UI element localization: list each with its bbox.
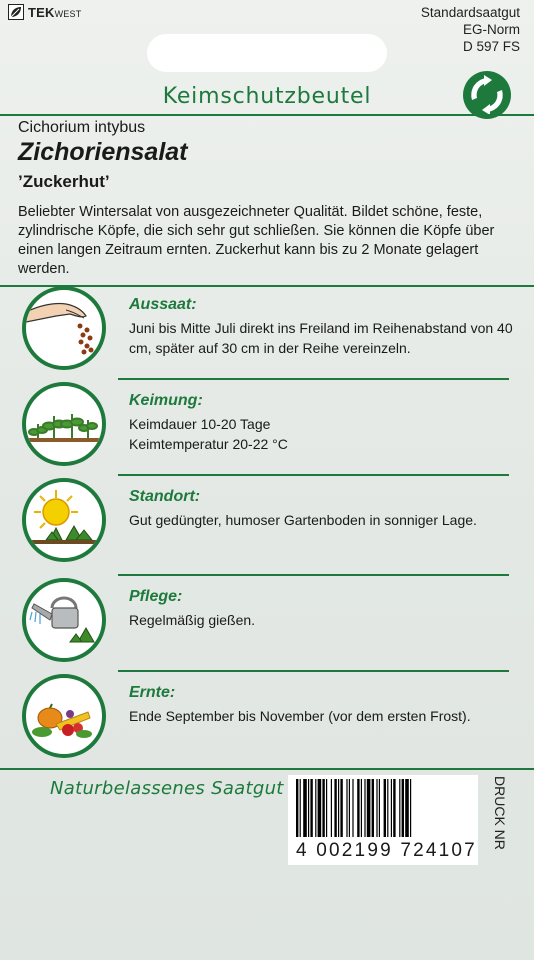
common-name: Zichoriensalat: [18, 138, 188, 166]
barcode-bar: [338, 779, 339, 837]
barcode-bar: [346, 779, 347, 837]
lot-number-field: [147, 34, 387, 72]
barcode-bar: [331, 779, 332, 837]
divider: [0, 114, 534, 116]
section-text: Keimdauer 10-20 Tage Keimtemperatur 20-22 °C: [129, 416, 288, 452]
barcode-bar: [372, 779, 374, 837]
barcode-bar: [340, 779, 342, 837]
barcode-bar: [393, 779, 395, 837]
section-title: Standort:: [129, 488, 201, 505]
section-title: Aussaat:: [129, 296, 197, 313]
brand-logo: [8, 4, 81, 20]
vegetable-harvest-icon: [22, 674, 106, 758]
barcode-bar: [384, 779, 386, 837]
natural-seed-label: Naturbelassenes Saatgut: [50, 778, 284, 799]
watering-can-icon: [22, 578, 106, 662]
barcode-bar: [387, 779, 388, 837]
barcode-bar: [402, 779, 404, 837]
standard-line-2: EG-Norm: [463, 22, 520, 37]
seedlings-icon: [22, 382, 106, 466]
standard-info: [421, 4, 520, 55]
barcode-bar: [308, 779, 309, 837]
barcode-bar: [364, 779, 365, 837]
section-text: Juni bis Mitte Juli direkt ins Freiland im Reihenabstand von 40 cm, später auf 30 cm in der Reihe vereinzeln.: [129, 320, 513, 356]
barcode-number: 4 002199 724107: [296, 840, 477, 861]
section-text: Ende September bis November (vor dem ersten Frost).: [129, 708, 471, 724]
barcode-bar: [326, 779, 327, 837]
section-title: Keimung:: [129, 392, 203, 409]
barcode-bar: [361, 779, 362, 837]
barcode-bar: [318, 779, 322, 837]
variety-name: ’Zuckerhut’: [18, 172, 110, 191]
barcode-bar: [379, 779, 380, 837]
standard-line-3: D 597 FS: [462, 39, 520, 54]
barcode-bar: [315, 779, 316, 837]
hand-sowing-seeds-icon: [22, 286, 106, 370]
barcode-bar: [376, 779, 377, 837]
barcode-bar: [391, 779, 392, 837]
barcode-bar: [296, 779, 298, 837]
section-aussaat: [0, 280, 534, 376]
barcode-bar: [410, 779, 411, 837]
barcode-bar: [349, 779, 350, 837]
barcode-bar: [357, 779, 359, 837]
barcode-bar: [322, 779, 324, 837]
barcode-bar: [399, 779, 400, 837]
logo-main: TEK: [28, 4, 55, 20]
section-keimung: [0, 376, 534, 472]
print-number-label: DRUCK NR: [492, 776, 508, 850]
section-ernte: [0, 668, 534, 764]
description: Beliebter Wintersalat von ausgezeichneter Qualität. Bildet schöne, feste, zylindrische Köpfe, die sich sehr gut schließen. Sie können die Köpfe über einen langen Zeitraum ernten. Zuckerhut kann bis zu 2 Monate gelagert werden.: [18, 204, 495, 277]
barcode-bar: [367, 779, 371, 837]
section-text: Regelmäßig gießen.: [129, 612, 256, 628]
section-title: Pflege:: [129, 588, 183, 605]
barcode-bar: [310, 779, 312, 837]
section-title: Ernte:: [129, 684, 176, 701]
divider: [0, 768, 534, 770]
barcode-bars: [288, 775, 478, 837]
barcode-bar: [303, 779, 307, 837]
section-standort: [0, 472, 534, 568]
latin-name: Cichorium intybus: [18, 119, 146, 136]
barcode-bar: [300, 779, 301, 837]
barcode-bar: [405, 779, 409, 837]
barcode-bar: [352, 779, 353, 837]
keimschutzbeutel-heading: Keimschutzbeutel: [162, 84, 372, 109]
standard-line-1: Standardsaatgut: [420, 5, 520, 20]
leaf-icon: [8, 4, 24, 20]
logo-sub: WEST: [54, 8, 82, 19]
barcode-bar: [334, 779, 336, 837]
section-pflege: [0, 572, 534, 668]
section-text: Gut gedüngter, humoser Gartenboden in sonniger Lage.: [129, 512, 477, 528]
sun-and-plants-icon: [22, 478, 106, 562]
